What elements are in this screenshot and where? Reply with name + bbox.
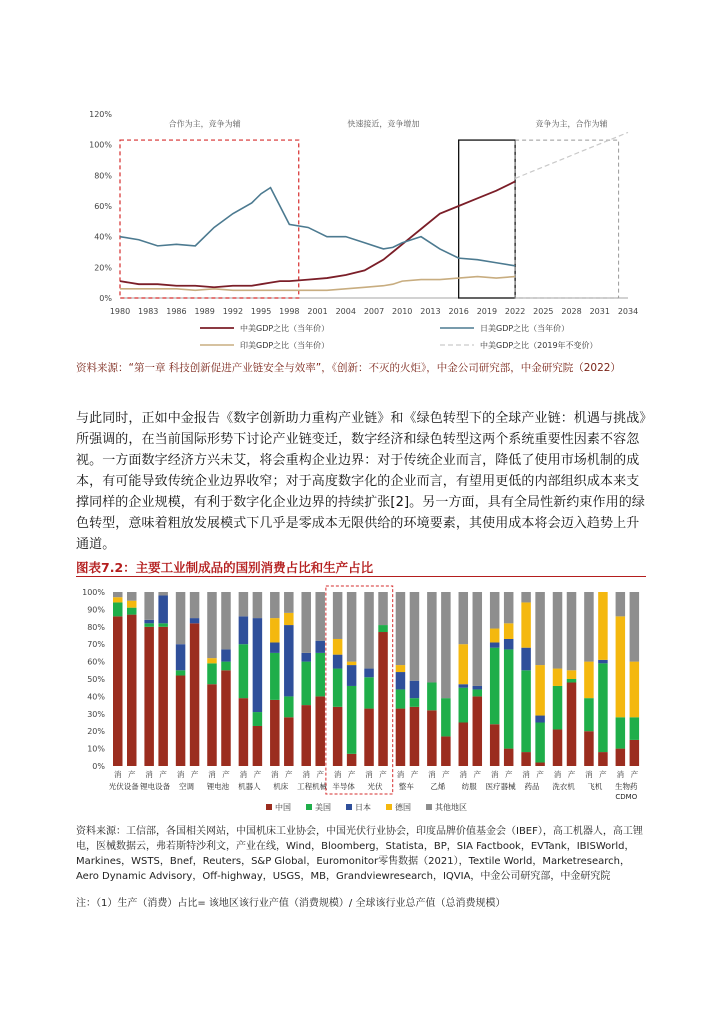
bar-segment — [333, 707, 343, 766]
x-tick-label: 1995 — [250, 307, 272, 316]
bar-segment — [473, 689, 483, 696]
bar-sub-label: 消 — [490, 770, 499, 779]
bar-segment — [504, 623, 514, 639]
bar-segment — [144, 592, 154, 620]
y-tick-label: 20% — [87, 727, 105, 737]
bar-segment — [113, 592, 123, 597]
bar-segment — [127, 601, 137, 608]
bar-segment — [253, 712, 263, 726]
bar-segment — [239, 644, 249, 698]
bar-segment — [535, 592, 545, 665]
bar-segment — [553, 729, 563, 766]
bar-segment — [521, 648, 531, 671]
bar-segment — [239, 616, 249, 644]
bar-segment — [630, 662, 640, 718]
bar-segment — [504, 649, 514, 748]
bar-segment — [535, 723, 545, 763]
category-label: 纺服 — [461, 782, 477, 791]
bar-segment — [490, 629, 500, 643]
bar-segment — [553, 669, 563, 686]
bar-segment — [176, 670, 186, 675]
body-paragraph: 与此同时，正如中金报告《数字创新助力重构产业链》和《绿色转型下的全球产业链：机遇与挑战》所强调的，在当前国际形势下讨论产业链变迁，数字经济和绿色转型这两个系统重要性因素不容忽视。一方面数字经济方兴未艾，将会重构企业边界：对于传统企业而言，降低了使用市场机制的成本，有可能导致传统企业边界收窄；对于高度数字化的企业而言，有望用更低的内部组织成本来支撑同样的企业规模，有利于数字化企业边界的持续扩张[2]。另一方面，具有全局性新约束作用的绿色转型，意味着粗放发展模式下几乎是零成本无限供给的环境要素，其使用成本将会迈入趋势上升通道。 — [76, 411, 646, 552]
bar-sub-label: 产 — [630, 770, 639, 779]
series-japan-line — [120, 188, 515, 266]
period-annotation: 合作为主，竞争为辅 — [168, 119, 241, 129]
bar-segment — [616, 717, 626, 748]
bar-sub-label: 消 — [459, 770, 468, 779]
bar-segment — [598, 752, 608, 766]
bar-segment — [396, 672, 406, 689]
bar-segment — [347, 592, 357, 662]
chart2-note: 注：（1）生产（消费）占比= 该地区该行业产值（消费规模）/ 全球该行业总产值（总消费规模） — [76, 898, 506, 909]
bar-sub-label: 产 — [473, 770, 482, 779]
title-divider — [76, 576, 646, 577]
legend-swatch — [426, 804, 432, 810]
x-tick-label: 2022 — [504, 307, 526, 316]
category-label: 空调 — [179, 782, 195, 791]
bar-sub-label: 产 — [567, 770, 576, 779]
bar-segment — [378, 625, 388, 632]
bar-segment — [284, 717, 294, 766]
bar-sub-label: 产 — [222, 770, 230, 779]
category-label: 机床 — [273, 782, 289, 791]
category-label: 半导体 — [332, 782, 355, 791]
bar-segment — [239, 698, 249, 766]
bar-sub-label: 产 — [504, 770, 513, 779]
bar-segment — [490, 592, 500, 629]
category-label: 光伏 — [367, 782, 383, 791]
x-tick-label: 2028 — [561, 307, 582, 316]
bar-sub-label: 消 — [585, 770, 593, 779]
bar-segment — [535, 763, 545, 766]
bar-segment — [378, 632, 388, 766]
category-label: 锂电设备 — [140, 782, 171, 791]
bar-segment — [598, 660, 608, 663]
legend-label: 中美GDP之比（当年价） — [240, 324, 330, 333]
bar-segment — [190, 623, 200, 766]
legend-swatch — [306, 804, 312, 810]
bar-segment — [270, 642, 280, 652]
bar-segment — [315, 641, 325, 653]
bar-segment — [127, 615, 137, 766]
period-annotation: 竞争为主，合作为辅 — [535, 119, 608, 129]
bar-segment — [221, 662, 231, 671]
x-tick-label: 2007 — [363, 307, 385, 316]
bar-segment — [176, 592, 186, 644]
bar-segment — [521, 602, 531, 647]
category-label: 锂电池 — [206, 782, 230, 791]
bar-segment — [315, 592, 325, 641]
category-label: 飞机 — [587, 782, 603, 791]
bar-segment — [535, 716, 545, 723]
bar-sub-label: 产 — [347, 770, 356, 779]
bar-segment — [333, 669, 343, 707]
bar-segment — [301, 653, 311, 662]
bar-segment — [190, 618, 200, 623]
bar-segment — [427, 592, 437, 682]
bar-segment — [364, 709, 374, 766]
bar-segment — [144, 620, 154, 623]
y-tick-label: 90% — [87, 605, 105, 615]
bar-sub-label: 产 — [128, 770, 136, 779]
bar-segment — [616, 616, 626, 717]
bar-segment — [176, 644, 186, 670]
series-china-line — [120, 181, 515, 287]
bar-segment — [333, 655, 343, 669]
y-tick-label: 0% — [92, 762, 105, 771]
bar-segment — [207, 592, 217, 658]
bar-segment — [459, 644, 469, 684]
bar-segment — [630, 740, 640, 766]
bar-segment — [270, 618, 280, 642]
bar-segment — [630, 717, 640, 740]
bar-segment — [584, 662, 594, 699]
bar-segment — [207, 658, 217, 663]
chart2-source: 资料来源：工信部，各国相关网站，中国机床工业协会，中国光伏行业协会，印度品牌价值基金会（IBEF），高工机器人，高工锂电，医械数据云，弗若斯特沙利文，产业在线，Wind，Bloomberg，Statista，BP，SIA Factbook，EVTank，IBISWorld，Markines，WSTS，Bnef，Reuters，S&P Global，Euromonitor零售数据（2021），Textile World，Marketresearch，Aero Dynamic Advisory，Off-highway，USGS，MB，Grandviewresearch，IQVIA，中金公司研究部，中金研究院 — [76, 826, 643, 882]
bar-sub-label: 消 — [396, 770, 405, 779]
y-tick-label: 30% — [87, 709, 105, 719]
bar-segment — [364, 592, 374, 669]
period-annotation: 快速接近，竞争增加 — [347, 119, 420, 129]
bar-segment — [521, 670, 531, 752]
bar-segment — [333, 639, 343, 655]
bar-segment — [113, 616, 123, 766]
series-china-const-line — [515, 132, 628, 178]
y-tick-label: 80% — [94, 171, 112, 181]
category-label: 光伏设备 — [108, 782, 139, 791]
legend-swatch — [266, 804, 272, 810]
bar-segment — [284, 696, 294, 717]
bar-segment — [301, 662, 311, 706]
bar-segment — [584, 592, 594, 662]
bar-segment — [521, 752, 531, 766]
bar-segment — [270, 653, 280, 700]
y-tick-label: 50% — [87, 675, 105, 684]
bar-sub-label: 产 — [536, 770, 544, 779]
bar-segment — [253, 592, 263, 618]
bar-segment — [253, 618, 263, 712]
bar-segment — [553, 686, 563, 729]
period-box-convergence — [459, 140, 515, 298]
legend-label: 德国 — [395, 803, 411, 812]
y-tick-label: 40% — [87, 692, 105, 702]
bar-segment — [427, 682, 437, 710]
bar-sub-label: 消 — [176, 770, 185, 779]
y-tick-label: 0% — [99, 294, 112, 303]
bar-segment — [347, 686, 357, 754]
bar-segment — [396, 665, 406, 672]
bar-segment — [364, 669, 374, 678]
bar-segment — [584, 698, 594, 731]
bar-segment — [616, 749, 626, 766]
bar-segment — [598, 592, 608, 660]
bar-segment — [396, 689, 406, 708]
bar-segment — [410, 681, 420, 698]
bar-segment — [630, 592, 640, 662]
bar-segment — [567, 679, 577, 682]
bar-segment — [158, 627, 168, 766]
bar-sub-label: 消 — [114, 770, 122, 779]
bar-segment — [315, 653, 325, 697]
bar-segment — [567, 682, 577, 766]
bar-segment — [113, 597, 123, 602]
y-tick-label: 20% — [94, 263, 112, 273]
bar-segment — [410, 698, 420, 707]
period-box-cooperation — [120, 140, 299, 298]
x-tick-label: 2001 — [307, 307, 328, 316]
y-tick-label: 100% — [89, 140, 112, 150]
x-tick-label: 2004 — [335, 307, 356, 316]
bar-segment — [221, 670, 231, 766]
bar-segment — [158, 592, 168, 595]
bar-segment — [127, 608, 137, 615]
bar-sub-label: 产 — [253, 770, 262, 779]
bar-segment — [144, 627, 154, 766]
x-tick-label: 1980 — [109, 307, 131, 316]
bar-segment — [270, 700, 280, 766]
bar-segment — [158, 595, 168, 623]
bar-segment — [473, 696, 483, 766]
bar-sub-label: 消 — [553, 770, 562, 779]
bar-sub-label: 产 — [285, 770, 293, 779]
bar-segment — [459, 723, 469, 767]
bar-segment — [364, 677, 374, 708]
bar-segment — [207, 663, 217, 684]
bar-sub-label: 产 — [379, 770, 387, 779]
category-label: CDMO — [615, 793, 638, 801]
x-tick-label: 2013 — [420, 307, 441, 316]
bar-sub-label: 消 — [145, 770, 153, 779]
bar-segment — [158, 623, 168, 626]
bar-segment — [410, 707, 420, 766]
bar-segment — [567, 670, 577, 679]
x-tick-label: 1992 — [222, 307, 244, 316]
category-label: 乙烯 — [430, 782, 446, 791]
category-label: 机器人 — [238, 782, 261, 791]
bar-sub-label: 消 — [271, 770, 279, 779]
bar-segment — [396, 709, 406, 766]
bar-segment — [284, 625, 294, 696]
period-box-competition — [515, 140, 618, 298]
y-tick-label: 60% — [87, 657, 105, 667]
bar-sub-label: 产 — [190, 770, 199, 779]
bar-segment — [459, 688, 469, 723]
bar-segment — [598, 663, 608, 752]
x-tick-label: 2025 — [533, 307, 554, 316]
category-label: 洗衣机 — [552, 782, 575, 791]
bar-segment — [459, 592, 469, 644]
bar-sub-label: 消 — [428, 770, 436, 779]
legend-swatch — [346, 804, 352, 810]
bar-segment — [521, 592, 531, 602]
bar-sub-label: 消 — [239, 770, 248, 779]
y-tick-label: 120% — [89, 110, 112, 119]
legend-label: 日本 — [355, 803, 371, 812]
bar-segment — [221, 592, 231, 649]
bar-segment — [284, 613, 294, 625]
y-tick-label: 40% — [94, 232, 112, 242]
bar-sub-label: 产 — [442, 770, 450, 779]
bar-segment — [504, 639, 514, 649]
bar-segment — [396, 592, 406, 665]
bar-sub-label: 消 — [208, 770, 216, 779]
bar-segment — [616, 592, 626, 616]
bar-segment — [490, 642, 500, 647]
bar-segment — [113, 602, 123, 616]
legend-label: 中国 — [275, 803, 291, 812]
bar-segment — [473, 686, 483, 689]
bar-segment — [333, 592, 343, 639]
y-tick-label: 10% — [87, 744, 105, 754]
bar-segment — [553, 592, 563, 669]
x-tick-label: 2016 — [448, 307, 469, 316]
category-label: 生物药 — [615, 782, 638, 791]
legend-label: 美国 — [315, 803, 331, 812]
bar-segment — [190, 592, 200, 618]
gdp-ratio-line-chart — [80, 104, 650, 354]
bar-segment — [441, 736, 451, 766]
bar-sub-label: 消 — [302, 770, 310, 779]
x-tick-label: 1989 — [194, 307, 215, 316]
bar-segment — [490, 724, 500, 766]
legend-label: 其他地区 — [435, 803, 467, 812]
bar-segment — [270, 592, 280, 618]
bar-sub-label: 产 — [316, 770, 324, 779]
bar-segment — [410, 592, 420, 681]
bar-sub-label: 产 — [159, 770, 167, 779]
x-tick-label: 1983 — [138, 307, 159, 316]
bar-sub-label: 消 — [522, 770, 530, 779]
bar-segment — [301, 592, 311, 653]
x-tick-label: 2034 — [617, 307, 639, 316]
chart2-title: 图表7.2：主要工业制成品的国别消费占比和生产占比 — [76, 560, 374, 575]
legend-swatch — [386, 804, 392, 810]
bar-segment — [441, 592, 451, 698]
bar-sub-label: 消 — [365, 770, 373, 779]
bar-segment — [427, 710, 437, 766]
bar-segment — [315, 696, 325, 766]
bar-segment — [441, 698, 451, 736]
bar-segment — [584, 731, 594, 766]
bar-segment — [378, 592, 388, 625]
x-tick-label: 2031 — [589, 307, 610, 316]
category-label: 医疗器械 — [485, 782, 516, 791]
bar-segment — [144, 623, 154, 626]
y-tick-label: 100% — [82, 588, 105, 597]
bar-sub-label: 产 — [599, 770, 607, 779]
bar-segment — [473, 592, 483, 686]
y-tick-label: 60% — [94, 202, 112, 211]
bar-segment — [284, 592, 294, 613]
bar-segment — [504, 592, 514, 623]
bar-segment — [253, 726, 263, 766]
bar-segment — [239, 592, 249, 616]
legend-label: 印美GDP之比（当年价） — [240, 341, 330, 350]
bar-segment — [221, 649, 231, 661]
category-label: 工程机械 — [297, 782, 328, 791]
bar-segment — [176, 676, 186, 766]
bar-sub-label: 产 — [410, 770, 419, 779]
bar-segment — [535, 665, 545, 715]
bar-segment — [347, 665, 357, 686]
bar-segment — [301, 705, 311, 766]
bar-segment — [127, 592, 137, 601]
y-tick-label: 70% — [87, 640, 105, 650]
bar-segment — [347, 662, 357, 665]
production-consumption-stacked-bar-chart — [76, 582, 648, 816]
bar-sub-label: 消 — [616, 770, 625, 779]
category-label: 药品 — [524, 782, 540, 791]
bar-sub-label: 消 — [333, 770, 342, 779]
category-label: 整车 — [398, 782, 414, 791]
x-tick-label: 2019 — [476, 307, 498, 316]
x-tick-label: 2010 — [392, 307, 413, 316]
legend-label: 日美GDP之比（当年价） — [480, 324, 570, 333]
bar-segment — [347, 754, 357, 766]
bar-segment — [490, 648, 500, 725]
bar-segment — [207, 684, 217, 766]
bar-segment — [504, 749, 514, 766]
bar-segment — [567, 592, 577, 670]
chart1-source: 资料来源：“第一章 科技创新促进产业链安全与效率”，《创新：不灭的火炬》，中金公司研究部，中金研究院（2022） — [76, 362, 621, 374]
y-tick-label: 80% — [87, 622, 105, 632]
x-tick-label: 1998 — [279, 307, 300, 316]
legend-label: 中美GDP之比（2019年不变价） — [480, 341, 598, 350]
x-tick-label: 1986 — [166, 307, 187, 316]
bar-segment — [459, 684, 469, 687]
